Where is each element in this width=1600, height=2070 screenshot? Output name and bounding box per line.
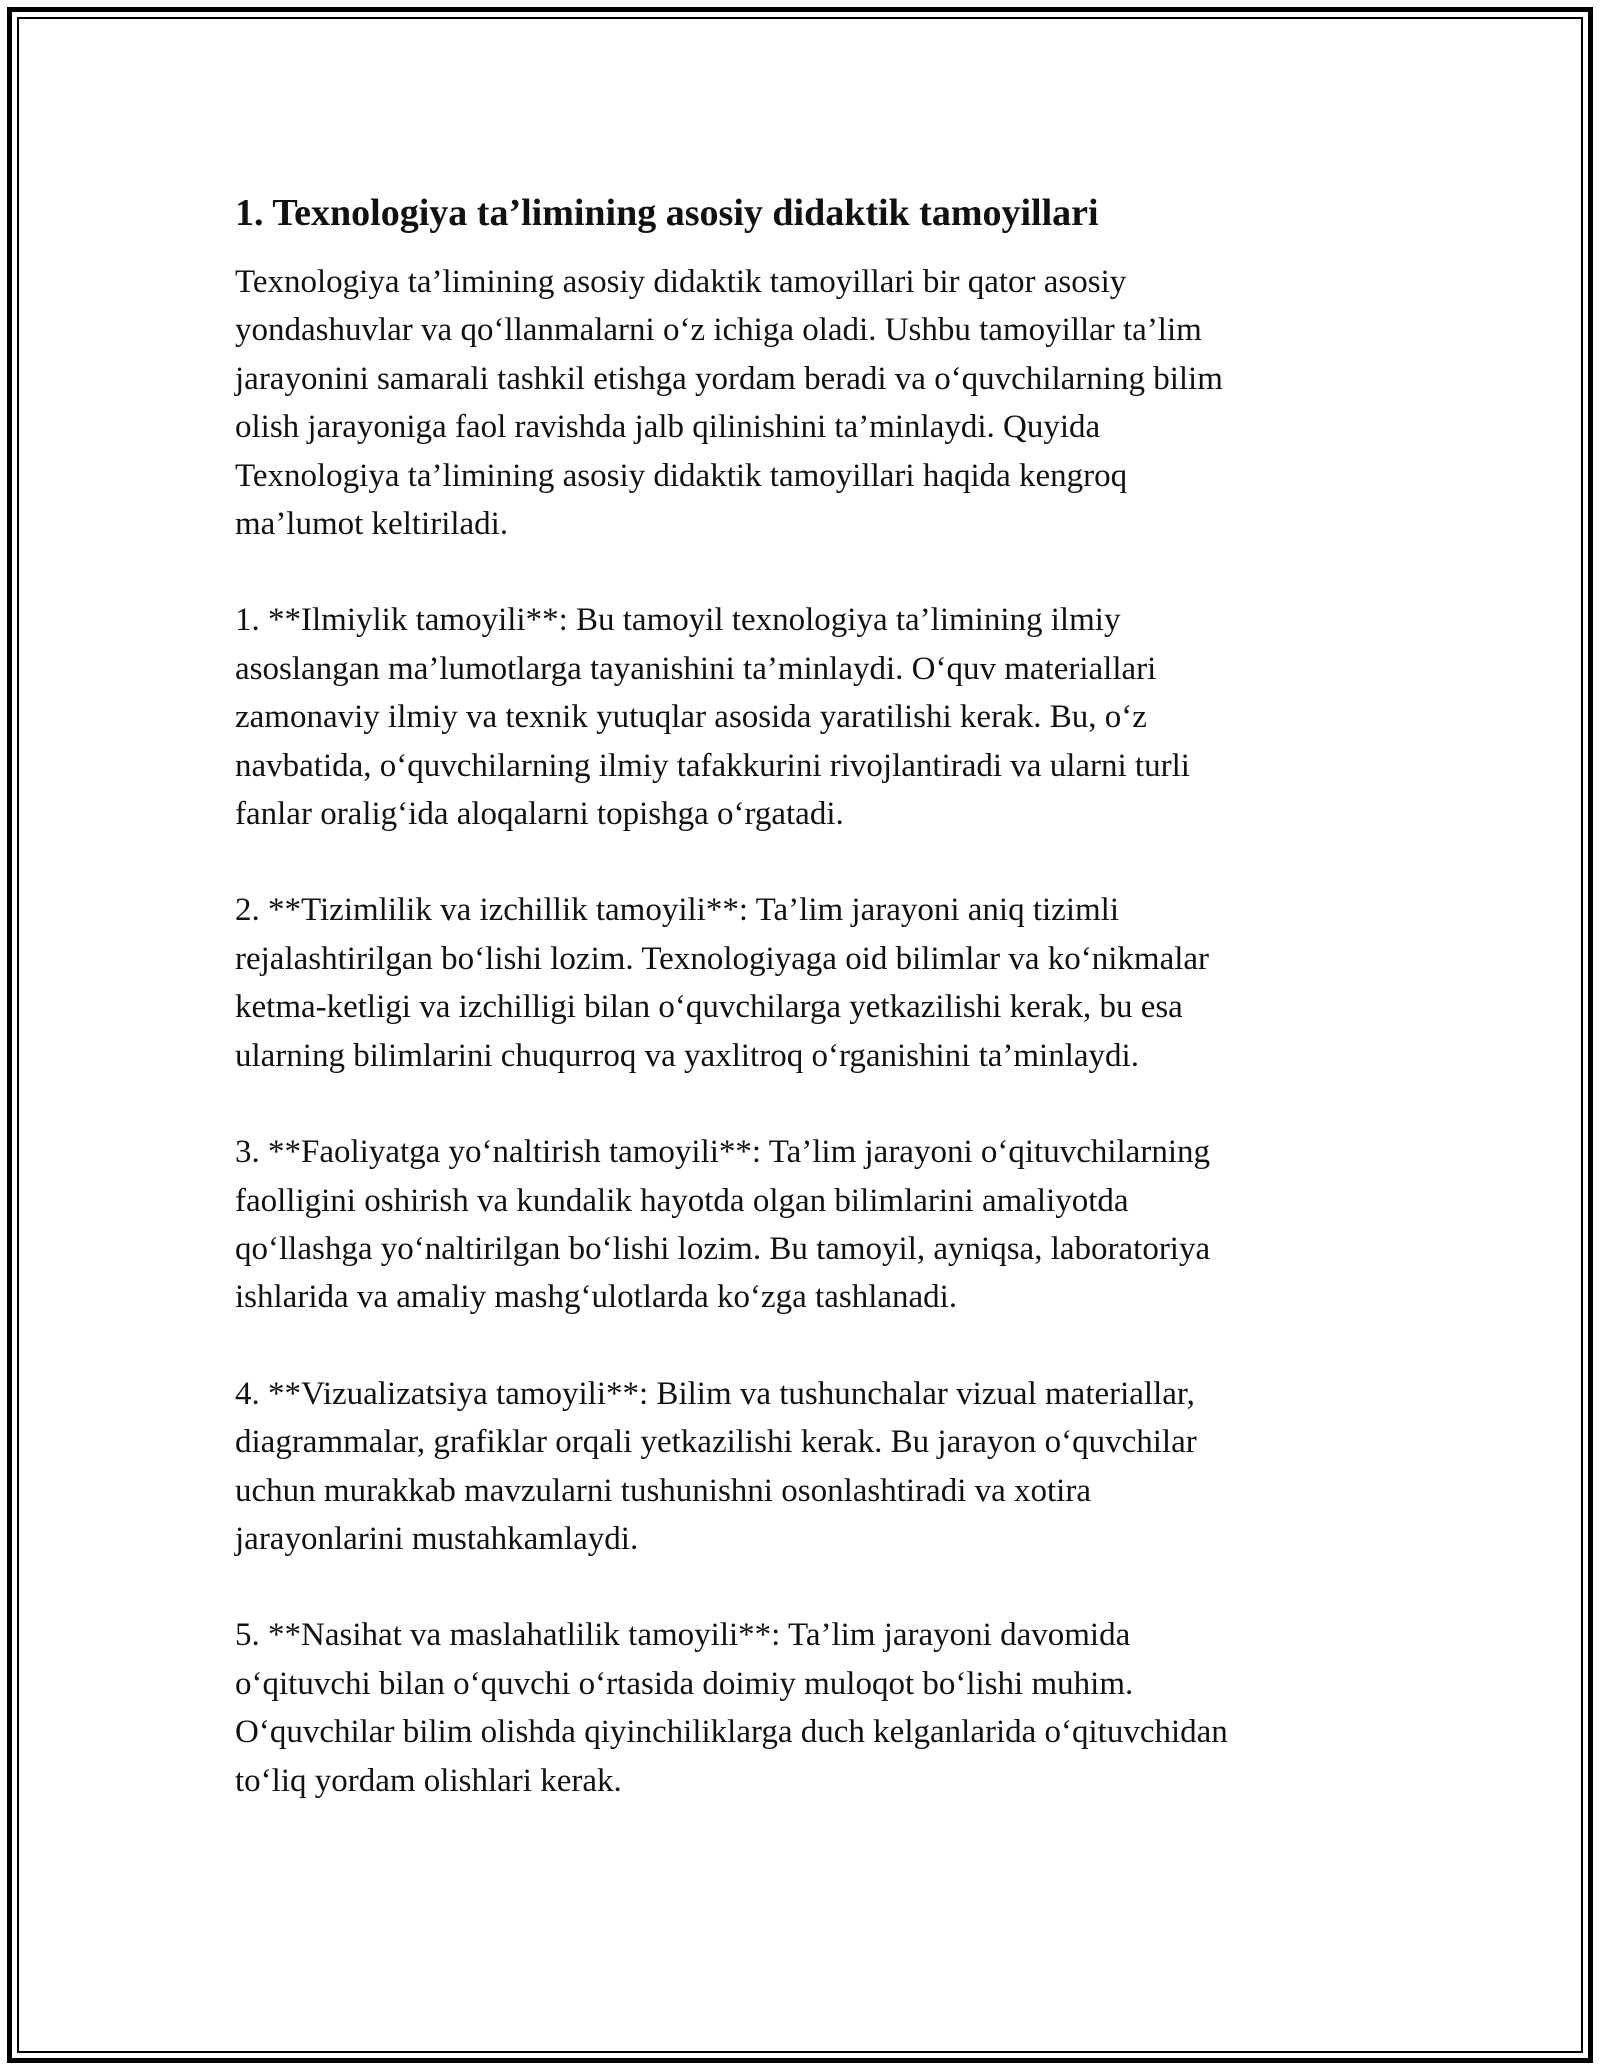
principle-3-paragraph: 3. **Faoliyatga yo‘naltirish tamoyili**: Ta’lim jarayoni o‘qituvchilarning faolligini oshirish va kundalik hayotda olgan bilimlarini amaliyotda qo‘llashga yo‘naltirilgan bo‘lishi lozim. Bu tamoyil, ayniqsa, laboratoriya ishlarida va amaliy mashg‘ulotlarda ko‘zga tashlanadi. (235, 1134, 1211, 1316)
document-title: 1. Texnologiya ta’limining asosiy didaktik tamoyillari (235, 192, 1099, 234)
principle-2-paragraph: 2. **Tizimlilik va izchillik tamoyili**: Ta’lim jarayoni aniq tizimli rejalashtirilgan bo‘lishi lozim. Texnologiyaga oid bilimlar va ko‘nikmalar ketma-ketligi va izchilligi bilan o‘quvchilarga yetkazilishi kerak, bu esa ularning bilimlarini chuqurroq va yaxlitroq o‘rganishini ta’minlaydi. (235, 892, 1210, 1074)
intro-paragraph: Texnologiya ta’limining asosiy didaktik tamoyillari bir qator asosiy yondashuvlar va qo‘llanmalarni o‘z ichiga oladi. Ushbu tamoyillar ta’lim jarayonini samarali tashkil etishga yordam beradi va o‘quvchilarning bilim olish jarayoniga faol ravishda jalb qilinishini ta’minlaydi. Quyida Texnologiya ta’limining asosiy didaktik tamoyillari haqida kengroq ma’lumot keltiriladi. (235, 264, 1223, 543)
principle-1-paragraph: 1. **Ilmiylik tamoyili**: Bu tamoyil texnologiya ta’limining ilmiy asoslangan ma’lumotlarga tayanishini ta’minlaydi. O‘quv materiallari zamonaviy ilmiy va texnik yutuqlar asosida yaratilishi kerak. Bu, o‘z navbatida, o‘quvchilarning ilmiy tafakkurini rivojlantiradi va ularni turli fanlar oralig‘ida aloqalarni topishga o‘rgatadi. (235, 602, 1190, 833)
document-body (235, 188, 1365, 1853)
principle-4-paragraph: 4. **Vizualizatsiya tamoyili**: Bilim va tushunchalar vizual materiallar, diagrammalar, grafiklar orqali yetkazilishi kerak. Bu jarayon o‘quvchilar uchun murakkab mavzularni tushunishni osonlashtiradi va xotira jarayonlarini mustahkamlaydi. (235, 1375, 1197, 1557)
principle-5-paragraph: 5. **Nasihat va maslahatlilik tamoyili**: Ta’lim jarayoni davomida o‘qituvchi bilan o‘quvchi o‘rtasida doimiy muloqot bo‘lishi muhim. O‘quvchilar bilim olishda qiyinchiliklarga duch kelganlarida o‘qituvchidan to‘liq yordam olishlari kerak. (235, 1617, 1228, 1799)
